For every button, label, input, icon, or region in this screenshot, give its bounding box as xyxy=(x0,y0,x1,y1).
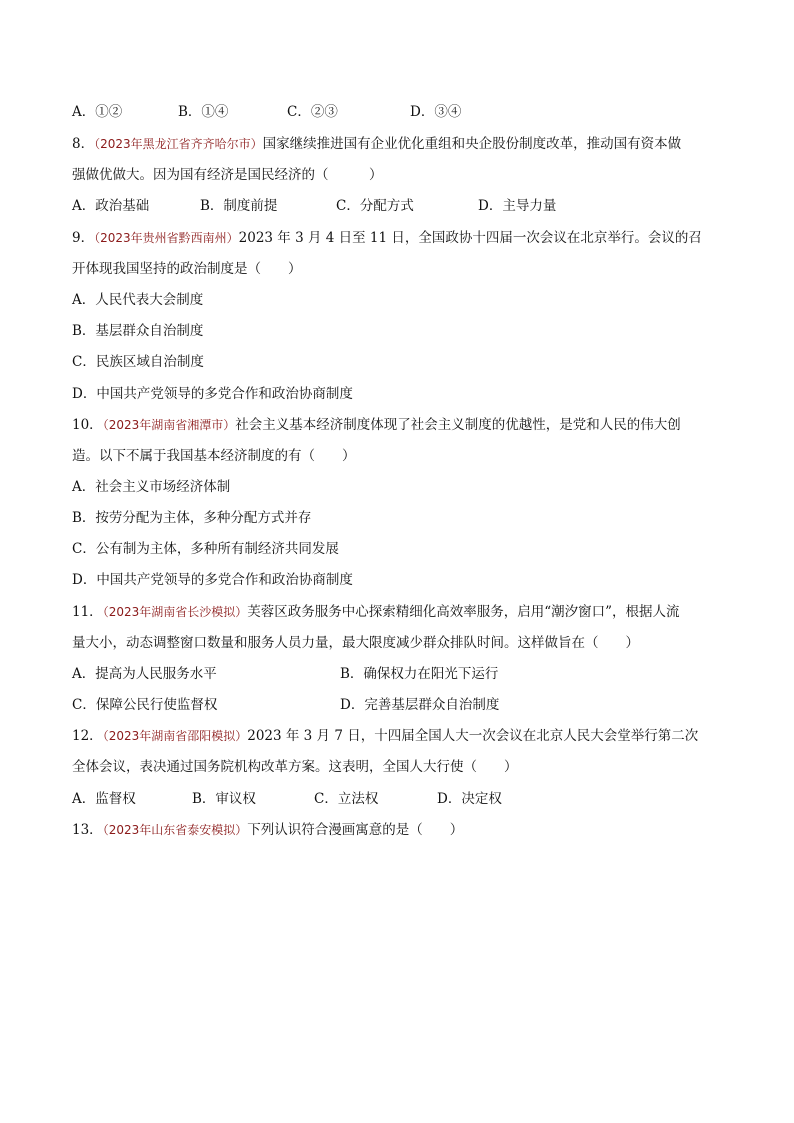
q10-stem-1: 社会主义基本经济制度体现了社会主义制度的优越性，是党和人民的伟大创 xyxy=(235,417,681,433)
q10-stem-line-2: 造。以下不属于我国基本经济制度的有（ ） xyxy=(72,448,356,464)
q7-option-d: D．③④ xyxy=(410,104,462,120)
q12-source: （2023年湖南省邵阳模拟） xyxy=(102,729,248,743)
q13-number: 13． xyxy=(72,822,103,838)
q10-number: 10． xyxy=(72,417,103,433)
q11-option-d: D．完善基层群众自治制度 xyxy=(340,697,500,713)
q8-option-c: C．分配方式 xyxy=(336,198,414,214)
q11-source: （2023年湖南省长沙模拟） xyxy=(102,605,248,619)
q12-number: 12． xyxy=(72,728,103,744)
q13-stem-1: 下列认识符合漫画寓意的是（ ） xyxy=(247,822,464,838)
q10-option-a: A．社会主义市场经济体制 xyxy=(72,479,231,495)
q8-source: （2023年黑龙江省齐齐哈尔市） xyxy=(94,137,263,151)
q9-stem-line-1 xyxy=(72,229,702,247)
q9-option-a: A．人民代表大会制度 xyxy=(72,292,204,308)
q11-option-b: B．确保权力在阳光下运行 xyxy=(340,666,499,682)
q10-option-b: B．按劳分配为主体，多种分配方式并存 xyxy=(72,510,312,526)
q8-stem-line-2: 强做优做大。因为国有经济是国民经济的（ ） xyxy=(72,167,383,183)
q10-option-d: D．中国共产党领导的多党合作和政治协商制度 xyxy=(72,572,353,588)
q9-stem-1: 2023 年 3 月 4 日至 11 日，全国政协十四届一次会议在北京举行。会议的召 xyxy=(238,230,702,246)
q11-option-a: A．提高为人民服务水平 xyxy=(72,666,217,682)
q9-option-c: C．民族区域自治制度 xyxy=(72,354,204,370)
q9-option-b: B．基层群众自治制度 xyxy=(72,323,204,339)
q11-option-c: C．保障公民行使监督权 xyxy=(72,697,218,713)
q12-option-d: D．决定权 xyxy=(437,791,502,807)
q11-stem-1: 芙蓉区政务服务中心探索精细化高效率服务，启用“潮汐窗口”，根据人流 xyxy=(247,604,680,620)
q12-stem-1: 2023 年 3 月 7 日，十四届全国人大一次会议在北京人民大会堂举行第二次 xyxy=(247,728,699,744)
q13-source: （2023年山东省泰安模拟） xyxy=(102,823,248,837)
q7-option-b: B．①④ xyxy=(178,104,229,120)
q8-stem-line-1 xyxy=(72,135,681,153)
q10-option-c: C．公有制为主体，多种所有制经济共同发展 xyxy=(72,541,339,557)
q9-option-d: D．中国共产党领导的多党合作和政治协商制度 xyxy=(72,386,353,402)
q7-option-a: A．①② xyxy=(72,104,123,120)
q11-number: 11． xyxy=(72,604,103,620)
q8-option-d: D．主导力量 xyxy=(478,198,557,214)
q9-number: 9． xyxy=(72,230,95,246)
q12-stem-line-2: 全体会议，表决通过国务院机构改革方案。这表明，全国人大行使（ ） xyxy=(72,759,518,775)
q12-option-a: A．监督权 xyxy=(72,791,136,807)
q9-source: （2023年贵州省黔西南州） xyxy=(94,231,239,245)
q12-option-c: C．立法权 xyxy=(314,791,379,807)
q11-stem-line-2: 量大小，动态调整窗口数量和服务人员力量，最大限度减少群众排队时间。这样做旨在（ ） xyxy=(72,635,639,651)
q7-option-c: C．②③ xyxy=(287,104,338,120)
q10-stem-line-1 xyxy=(72,416,681,434)
q10-source: （2023年湖南省湘潭市） xyxy=(102,418,236,432)
q11-stem-line-1 xyxy=(72,603,680,621)
q8-number: 8． xyxy=(72,136,95,152)
q12-stem-line-1 xyxy=(72,727,698,745)
q9-stem-line-2: 开体现我国坚持的政治制度是（ ） xyxy=(72,261,302,277)
q13-stem-line-1 xyxy=(72,821,463,839)
q8-stem-1: 国家继续推进国有企业优化重组和央企股份制度改革，推动国有资本做 xyxy=(262,136,682,152)
q8-option-a: A．政治基础 xyxy=(72,198,150,214)
q12-option-b: B．审议权 xyxy=(192,791,256,807)
q8-option-b: B．制度前提 xyxy=(200,198,278,214)
